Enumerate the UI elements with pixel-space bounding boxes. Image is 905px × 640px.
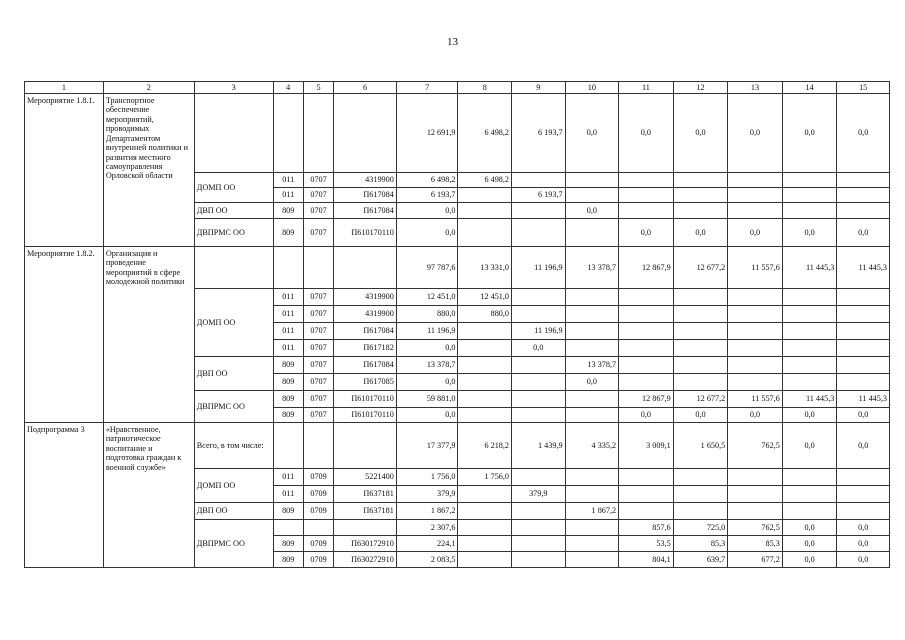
cell xyxy=(728,486,783,503)
cell: 0,0 xyxy=(837,520,890,536)
cell xyxy=(565,536,619,552)
total-cell: 6 218,2 xyxy=(458,423,512,469)
header-cell: 15 xyxy=(837,82,890,94)
cell: 725,0 xyxy=(673,520,728,536)
cell: 677,2 xyxy=(728,552,783,568)
cell xyxy=(728,289,783,306)
cell xyxy=(512,306,566,323)
header-cell: 10 xyxy=(565,82,619,94)
total-cell: 11 557,6 xyxy=(728,247,783,289)
empty-cell xyxy=(334,94,397,173)
cell: 0,0 xyxy=(728,408,783,423)
cell xyxy=(673,188,728,203)
cell: 0707 xyxy=(303,391,333,408)
cell: 11 445,3 xyxy=(782,391,837,408)
org-cell: ДОМП ОО xyxy=(194,469,273,503)
cell xyxy=(565,520,619,536)
cell xyxy=(782,374,837,391)
cell: 0707 xyxy=(303,219,333,247)
total-cell: 3 009,1 xyxy=(619,423,674,469)
cell: 809 xyxy=(273,357,303,374)
cell: 809 xyxy=(273,203,303,219)
cell: 2 083,5 xyxy=(396,552,458,568)
cell xyxy=(673,469,728,486)
cell: 0,0 xyxy=(782,552,837,568)
cell: П637181 xyxy=(334,486,397,503)
cell xyxy=(458,188,512,203)
org-cell: ДВПРМС ОО xyxy=(194,391,273,423)
cell xyxy=(837,323,890,340)
cell xyxy=(782,323,837,340)
cell: 4319900 xyxy=(334,289,397,306)
cell: 0,0 xyxy=(837,408,890,423)
empty-cell xyxy=(273,423,303,469)
cell xyxy=(619,173,674,188)
cell: 0,0 xyxy=(619,408,674,423)
cell xyxy=(782,306,837,323)
cell xyxy=(837,357,890,374)
cell: 639,7 xyxy=(673,552,728,568)
header-cell: 3 xyxy=(194,82,273,94)
total-cell: 12 691,9 xyxy=(396,94,458,173)
cell: 0707 xyxy=(303,188,333,203)
cell xyxy=(728,173,783,188)
total-cell: 0,0 xyxy=(782,423,837,469)
cell: 0707 xyxy=(303,340,333,357)
cell xyxy=(837,289,890,306)
cell xyxy=(837,173,890,188)
cell xyxy=(619,188,674,203)
cell: 0709 xyxy=(303,486,333,503)
cell: 1 756,0 xyxy=(396,469,458,486)
cell: 11 196,9 xyxy=(512,323,566,340)
org-cell: ДОМП ОО xyxy=(194,289,273,357)
empty-cell xyxy=(194,94,273,173)
total-cell: 1 650,5 xyxy=(673,423,728,469)
cell: 0707 xyxy=(303,306,333,323)
cell xyxy=(512,503,566,520)
cell xyxy=(334,520,397,536)
empty-cell xyxy=(194,247,273,289)
cell xyxy=(458,503,512,520)
cell xyxy=(619,340,674,357)
cell xyxy=(728,323,783,340)
cell xyxy=(512,552,566,568)
cell: 011 xyxy=(273,173,303,188)
cell xyxy=(673,289,728,306)
cell xyxy=(619,357,674,374)
cell xyxy=(673,203,728,219)
cell: 0,0 xyxy=(396,408,458,423)
total-cell: 0,0 xyxy=(837,94,890,173)
cell xyxy=(728,503,783,520)
cell: П617084 xyxy=(334,203,397,219)
cell xyxy=(458,486,512,503)
cell: 224,1 xyxy=(396,536,458,552)
cell: 804,1 xyxy=(619,552,674,568)
cell: 85,3 xyxy=(728,536,783,552)
org-cell: ДВП ОО xyxy=(194,357,273,391)
total-cell: 11 445,3 xyxy=(837,247,890,289)
cell xyxy=(728,374,783,391)
cell: 4319900 xyxy=(334,306,397,323)
cell xyxy=(458,520,512,536)
cell xyxy=(837,203,890,219)
cell: 12 451,0 xyxy=(396,289,458,306)
cell: П617085 xyxy=(334,374,397,391)
cell: 12 867,9 xyxy=(619,391,674,408)
cell xyxy=(619,486,674,503)
cell xyxy=(728,203,783,219)
header-cell: 9 xyxy=(512,82,566,94)
cell: 809 xyxy=(273,391,303,408)
cell xyxy=(458,357,512,374)
cell: 6 193,7 xyxy=(396,188,458,203)
cell xyxy=(837,486,890,503)
table-row xyxy=(25,423,890,469)
empty-cell xyxy=(334,247,397,289)
cell: 0,0 xyxy=(512,340,566,357)
cell xyxy=(782,357,837,374)
org-cell: ДВП ОО xyxy=(194,203,273,219)
header-cell: 8 xyxy=(458,82,512,94)
table-row xyxy=(25,94,890,173)
cell: 0,0 xyxy=(782,408,837,423)
cell xyxy=(837,306,890,323)
cell: 1 867,2 xyxy=(396,503,458,520)
total-label: Всего, в том числе: xyxy=(194,423,273,469)
total-cell: 1 439,9 xyxy=(512,423,566,469)
cell xyxy=(565,289,619,306)
org-cell: ДВПРМС ОО xyxy=(194,520,273,568)
cell xyxy=(512,408,566,423)
cell: 0,0 xyxy=(396,374,458,391)
total-cell: 762,5 xyxy=(728,423,783,469)
cell xyxy=(673,357,728,374)
cell xyxy=(782,289,837,306)
cell xyxy=(782,340,837,357)
header-cell: 11 xyxy=(619,82,674,94)
cell: 0707 xyxy=(303,357,333,374)
cell: П617084 xyxy=(334,323,397,340)
cell: 809 xyxy=(273,552,303,568)
header-row xyxy=(25,82,890,94)
cell xyxy=(458,391,512,408)
cell: 4319900 xyxy=(334,173,397,188)
total-cell: 17 377,9 xyxy=(396,423,458,469)
cell xyxy=(565,486,619,503)
cell: 809 xyxy=(273,219,303,247)
total-cell: 0,0 xyxy=(565,94,619,173)
empty-cell xyxy=(334,423,397,469)
cell xyxy=(512,219,566,247)
cell: 12 451,0 xyxy=(458,289,512,306)
cell: 011 xyxy=(273,188,303,203)
cell: 6 193,7 xyxy=(512,188,566,203)
cell xyxy=(619,289,674,306)
cell xyxy=(728,188,783,203)
header-cell: 7 xyxy=(396,82,458,94)
cell xyxy=(673,503,728,520)
cell: П617084 xyxy=(334,357,397,374)
cell: 13 378,7 xyxy=(565,357,619,374)
cell xyxy=(673,323,728,340)
cell xyxy=(565,552,619,568)
cell: 0,0 xyxy=(782,536,837,552)
cell xyxy=(565,323,619,340)
cell: 880,0 xyxy=(396,306,458,323)
header-cell: 5 xyxy=(303,82,333,94)
cell: П617182 xyxy=(334,340,397,357)
cell: 53,5 xyxy=(619,536,674,552)
cell: 0709 xyxy=(303,552,333,568)
cell xyxy=(837,340,890,357)
cell xyxy=(565,340,619,357)
cell xyxy=(303,520,333,536)
total-cell: 11 445,3 xyxy=(782,247,837,289)
cell: 379,9 xyxy=(512,486,566,503)
cell: 0707 xyxy=(303,323,333,340)
total-cell: 11 196,9 xyxy=(512,247,566,289)
cell xyxy=(673,306,728,323)
cell: 0,0 xyxy=(782,219,837,247)
cell: 011 xyxy=(273,469,303,486)
cell xyxy=(512,203,566,219)
cell: 0,0 xyxy=(837,536,890,552)
cell xyxy=(458,340,512,357)
cell: 0,0 xyxy=(782,520,837,536)
cell: П630172910 xyxy=(334,536,397,552)
org-cell: ДВПРМС ОО xyxy=(194,219,273,247)
cell: 011 xyxy=(273,306,303,323)
cell: 12 677,2 xyxy=(673,391,728,408)
cell xyxy=(458,203,512,219)
measure-label: Мероприятие 1.8.1. xyxy=(25,94,104,247)
cell: 0,0 xyxy=(728,219,783,247)
cell xyxy=(619,374,674,391)
cell: 0,0 xyxy=(673,219,728,247)
cell: 6 498,2 xyxy=(396,173,458,188)
cell: 1 756,0 xyxy=(458,469,512,486)
cell: 2 307,6 xyxy=(396,520,458,536)
cell: П637181 xyxy=(334,503,397,520)
total-cell: 12 867,9 xyxy=(619,247,674,289)
cell: 0,0 xyxy=(619,219,674,247)
cell: 0707 xyxy=(303,374,333,391)
cell xyxy=(728,306,783,323)
cell: 85,3 xyxy=(673,536,728,552)
cell: 762,5 xyxy=(728,520,783,536)
header-cell: 1 xyxy=(25,82,104,94)
cell xyxy=(673,374,728,391)
cell xyxy=(619,323,674,340)
cell: 0707 xyxy=(303,289,333,306)
measure-name: Транспортное обеспечение мероприятий, проводимых Департаментом внутренней политики и развития местного самоуправления Орловской области xyxy=(103,94,194,247)
cell: 011 xyxy=(273,289,303,306)
total-cell: 13 378,7 xyxy=(565,247,619,289)
subprogram-name: «Нравственное, патриотическое воспитание и подготовка граждан к военной службе» xyxy=(103,423,194,568)
cell: 0,0 xyxy=(396,219,458,247)
cell xyxy=(458,219,512,247)
cell: 0,0 xyxy=(396,340,458,357)
cell: 0,0 xyxy=(396,203,458,219)
empty-cell xyxy=(303,94,333,173)
cell: 11 557,6 xyxy=(728,391,783,408)
cell: 13 378,7 xyxy=(396,357,458,374)
cell xyxy=(458,323,512,340)
cell: П630272910 xyxy=(334,552,397,568)
cell: 0,0 xyxy=(837,552,890,568)
cell xyxy=(458,552,512,568)
budget-table xyxy=(24,81,890,568)
cell xyxy=(565,408,619,423)
cell: 0707 xyxy=(303,203,333,219)
cell xyxy=(728,469,783,486)
cell: П610170110 xyxy=(334,391,397,408)
cell xyxy=(512,536,566,552)
subprogram-label: Подпрограмма 3 xyxy=(25,423,104,568)
header-cell: 14 xyxy=(782,82,837,94)
cell: 59 881,0 xyxy=(396,391,458,408)
cell: 0709 xyxy=(303,469,333,486)
cell: П610170110 xyxy=(334,219,397,247)
cell: 011 xyxy=(273,340,303,357)
cell xyxy=(565,188,619,203)
table-row xyxy=(25,247,890,289)
empty-cell xyxy=(273,94,303,173)
cell xyxy=(273,520,303,536)
total-cell: 4 335,2 xyxy=(565,423,619,469)
cell: 0709 xyxy=(303,536,333,552)
cell: 809 xyxy=(273,503,303,520)
cell xyxy=(512,469,566,486)
total-cell: 6 498,2 xyxy=(458,94,512,173)
cell xyxy=(619,469,674,486)
cell xyxy=(837,188,890,203)
cell xyxy=(512,173,566,188)
cell xyxy=(512,357,566,374)
cell: 11 196,9 xyxy=(396,323,458,340)
cell xyxy=(512,391,566,408)
cell xyxy=(728,340,783,357)
cell xyxy=(565,391,619,408)
total-cell: 13 331,0 xyxy=(458,247,512,289)
cell xyxy=(673,486,728,503)
cell xyxy=(458,408,512,423)
cell: 0,0 xyxy=(673,408,728,423)
cell xyxy=(837,469,890,486)
empty-cell xyxy=(303,423,333,469)
total-cell: 97 787,6 xyxy=(396,247,458,289)
cell: 0,0 xyxy=(837,219,890,247)
cell: 809 xyxy=(273,536,303,552)
cell: 809 xyxy=(273,374,303,391)
cell: 880,0 xyxy=(458,306,512,323)
header-cell: 4 xyxy=(273,82,303,94)
cell xyxy=(565,219,619,247)
header-cell: 6 xyxy=(334,82,397,94)
cell xyxy=(728,357,783,374)
cell xyxy=(782,486,837,503)
cell xyxy=(673,340,728,357)
cell: 0709 xyxy=(303,503,333,520)
cell: 5221400 xyxy=(334,469,397,486)
total-cell: 0,0 xyxy=(673,94,728,173)
cell: 379,9 xyxy=(396,486,458,503)
cell: 857,6 xyxy=(619,520,674,536)
org-cell: ДОМП ОО xyxy=(194,173,273,203)
cell xyxy=(512,374,566,391)
cell xyxy=(512,520,566,536)
empty-cell xyxy=(303,247,333,289)
cell xyxy=(565,173,619,188)
header-cell: 2 xyxy=(103,82,194,94)
measure-label: Мероприятие 1.8.2. xyxy=(25,247,104,423)
total-cell: 12 677,2 xyxy=(673,247,728,289)
cell: 0,0 xyxy=(565,203,619,219)
cell xyxy=(673,173,728,188)
cell xyxy=(565,306,619,323)
total-cell: 0,0 xyxy=(619,94,674,173)
cell: 011 xyxy=(273,486,303,503)
cell xyxy=(458,374,512,391)
cell: 1 867,2 xyxy=(565,503,619,520)
cell: 011 xyxy=(273,323,303,340)
cell xyxy=(782,173,837,188)
cell: П617084 xyxy=(334,188,397,203)
page-number: 13 xyxy=(447,36,458,48)
cell: П610170110 xyxy=(334,408,397,423)
cell: 6 498,2 xyxy=(458,173,512,188)
measure-name: Организация и проведение мероприятий в сфере молодежной политики xyxy=(103,247,194,423)
cell: 11 445,3 xyxy=(837,391,890,408)
cell xyxy=(837,503,890,520)
cell: 0707 xyxy=(303,408,333,423)
total-cell: 0,0 xyxy=(728,94,783,173)
cell xyxy=(619,203,674,219)
cell xyxy=(619,503,674,520)
cell xyxy=(782,188,837,203)
cell: 0,0 xyxy=(565,374,619,391)
total-cell: 0,0 xyxy=(837,423,890,469)
header-cell: 13 xyxy=(728,82,783,94)
total-cell: 0,0 xyxy=(782,94,837,173)
cell: 809 xyxy=(273,408,303,423)
org-cell: ДВП ОО xyxy=(194,503,273,520)
empty-cell xyxy=(273,247,303,289)
header-cell: 12 xyxy=(673,82,728,94)
cell xyxy=(565,469,619,486)
cell xyxy=(512,289,566,306)
cell xyxy=(782,503,837,520)
total-cell: 6 193,7 xyxy=(512,94,566,173)
cell xyxy=(782,203,837,219)
cell xyxy=(837,374,890,391)
cell xyxy=(458,536,512,552)
cell: 0707 xyxy=(303,173,333,188)
cell xyxy=(619,306,674,323)
cell xyxy=(782,469,837,486)
